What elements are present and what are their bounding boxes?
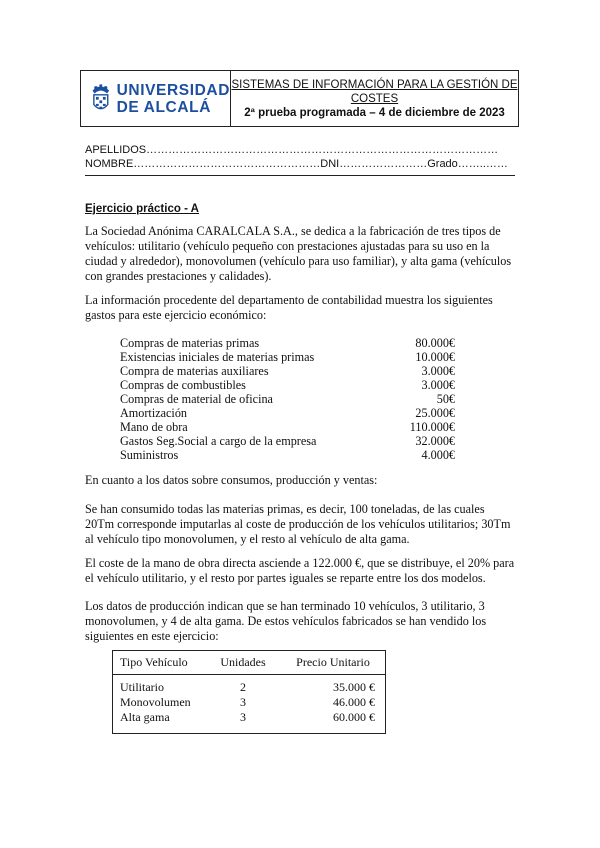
paragraph-production: Los datos de producción indican que se han terminado 10 vehículos, 3 utilitario, 3 monovolumen, y 4 de alta gama. De estos vehículos fabricados se han vendido los siguientes en este ejercicio:: [85, 599, 487, 643]
production-table: [112, 650, 386, 734]
expense-label: Mano de obra: [120, 420, 188, 434]
course-title-line2: COSTES: [350, 92, 399, 105]
expense-value: 50€: [436, 392, 455, 406]
cell-tipo: Alta gama: [120, 710, 170, 724]
expense-label: Compras de combustibles: [120, 378, 246, 392]
header-title-block: [231, 71, 518, 126]
table-row: [113, 680, 385, 695]
expense-value: 32.000€: [415, 434, 455, 448]
table-row: [120, 434, 455, 448]
cell-unidades: 3: [240, 710, 246, 724]
course-title-line1: SISTEMAS DE INFORMACIÓN PARA LA GESTIÓN DE: [231, 78, 518, 91]
expense-value: 3.000€: [421, 378, 455, 392]
table-row: [120, 420, 455, 434]
logo-wordmark: [117, 82, 230, 116]
header-unidades: Unidades: [220, 655, 266, 669]
logo-line1: UNIVERSIDAD: [116, 81, 230, 99]
expense-value: 25.000€: [415, 406, 455, 420]
table-row: [113, 695, 385, 710]
paragraph-intro: La Sociedad Anónima CARALCALA S.A., se dedica a la fabricación de tres tipos de vehículos: utilitario (vehículo pequeño con prestaciones ajustadas para su uso en la ciudad y alrededor), monovolumen (vehículo para uso familiar), y alta gama (vehículos con grandes prestaciones y calidades).: [85, 224, 512, 283]
expense-value: 80.000€: [415, 336, 455, 350]
table-row: [120, 350, 455, 364]
table-row: [113, 710, 385, 725]
exercise-title: Ejercicio práctico - A: [85, 203, 199, 215]
header-precio-unitario: Precio Unitario: [296, 655, 370, 669]
table-row: [120, 406, 455, 420]
expenses-table: [120, 336, 455, 462]
table-row: [120, 448, 455, 462]
document-header: [80, 70, 519, 127]
student-id-block: [85, 143, 515, 176]
expense-label: Amortización: [120, 406, 188, 420]
expense-label: Compras de material de oficina: [120, 392, 273, 406]
expense-label: Gastos Seg.Social a cargo de la empresa: [120, 434, 317, 448]
cell-tipo: Monovolumen: [120, 695, 191, 709]
exam-subtitle: 2ª prueba programada – 4 de diciembre de 2023: [244, 106, 505, 119]
expense-value: 4.000€: [421, 448, 455, 462]
expense-label: Compras de materias primas: [120, 336, 260, 350]
paragraph-raw-materials: Se han consumido todas las materias primas, es decir, 100 toneladas, de las cuales 20Tm corresponde imputarlas al coste de producción de los vehículos utilitarios; 30Tm al vehículo tipo monovolumen, y el resto al vehículo de alta gama.: [85, 502, 511, 546]
header-divider: [113, 674, 385, 675]
table-row: [120, 378, 455, 392]
apellidos-field: APELLIDOS……………………………………………………………………………………: [85, 144, 499, 156]
expense-label: Existencias iniciales de materias primas: [120, 350, 315, 364]
header-tipo-vehiculo: Tipo Vehículo: [120, 655, 188, 669]
cell-precio: 46.000 €: [333, 695, 375, 709]
expense-value: 10.000€: [415, 350, 455, 364]
logo-line2: DE ALCALÁ: [116, 98, 211, 116]
expense-value: 110.000€: [409, 420, 455, 434]
table-body: [113, 680, 385, 725]
cell-tipo: Utilitario: [120, 680, 164, 694]
table-row: [120, 336, 455, 350]
expense-label: Compra de materias auxiliares: [120, 364, 269, 378]
university-crest-icon: [89, 77, 113, 121]
university-logo: [81, 71, 231, 126]
paragraph-accounting: La información procedente del departamento de contabilidad muestra los siguientes gastos para este ejercicio económico:: [85, 293, 493, 322]
cell-unidades: 3: [240, 695, 246, 709]
table-row: [120, 392, 455, 406]
paragraph-consumption-intro: En cuanto a los datos sobre consumos, producción y ventas:: [85, 473, 378, 487]
nombre-field: NOMBRE……………………………………………DNI……………………Grado……..……: [85, 158, 508, 170]
table-header-row: [113, 655, 385, 670]
expense-label: Suministros: [120, 448, 179, 462]
expense-value: 3.000€: [421, 364, 455, 378]
cell-precio: 35.000 €: [333, 680, 375, 694]
table-row: [120, 364, 455, 378]
divider: [85, 175, 515, 176]
cell-precio: 60.000 €: [333, 710, 375, 724]
cell-unidades: 2: [240, 680, 246, 694]
paragraph-labor-cost: El coste de la mano de obra directa asciende a 122.000 €, que se distribuye, el 20% para el vehículo utilitario, y el resto por partes iguales se reparte entre los dos modelos.: [85, 556, 515, 585]
